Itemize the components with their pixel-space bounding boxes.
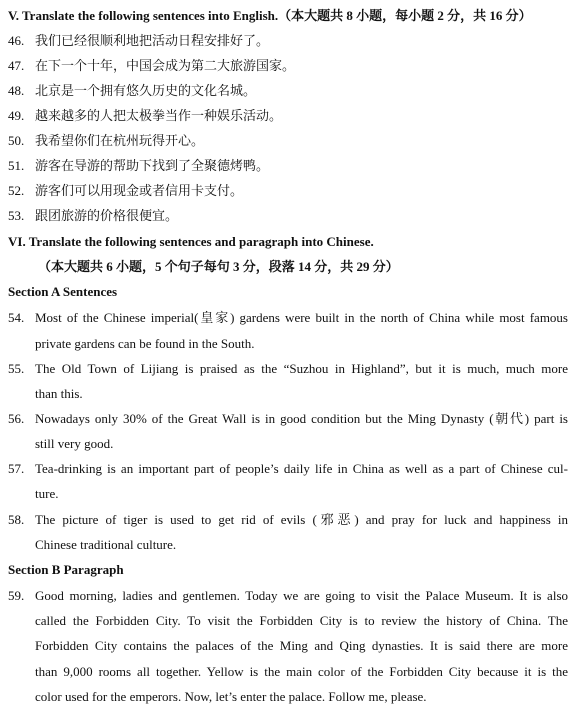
section-a-title: Section A Sentences bbox=[8, 284, 118, 299]
section-b-title: Section B Paragraph bbox=[8, 562, 124, 577]
item-text: 游客们可以用现金或者信用卡支付。 bbox=[35, 183, 244, 198]
section-v-heading: V. Translate the following sentences into English.（本大题共 8 小题，每小题 2 分，共 16 分） bbox=[8, 8, 532, 23]
item-continuation: private gardens can be found in the South. bbox=[35, 336, 255, 351]
item-continuation: still very good. bbox=[35, 436, 114, 451]
list-item bbox=[8, 158, 580, 174]
list-item bbox=[8, 83, 580, 99]
item-text: 我们已经很顺利地把活动日程安排好了。 bbox=[35, 33, 270, 48]
item-text: 北京是一个拥有悠久历史的文化名城。 bbox=[35, 83, 257, 98]
item-continuation: Chinese traditional culture. bbox=[35, 537, 177, 552]
item-number: 47. bbox=[8, 58, 25, 73]
paragraph-text: Good morning, ladies and gentlemen. Today we are going to visit the Palace Museum. It is also bbox=[35, 588, 568, 603]
list-item bbox=[8, 208, 580, 224]
item-continuation: than this. bbox=[35, 386, 83, 401]
list-item bbox=[8, 361, 568, 377]
item-number: 56. bbox=[8, 411, 25, 426]
item-number: 50. bbox=[8, 133, 25, 148]
item-text: 游客在导游的帮助下找到了全聚德烤鸭。 bbox=[35, 158, 270, 173]
item-number: 49. bbox=[8, 108, 25, 123]
item-number: 57. bbox=[8, 461, 25, 476]
item-text: Nowadays only 30% of the Great Wall is in good condition but the Ming Dynasty (朝代) part is bbox=[35, 411, 568, 426]
item-number: 53. bbox=[8, 208, 25, 223]
item-text: The picture of tiger is used to get rid of evils (邪恶) and pray for luck and happiness in bbox=[35, 512, 568, 527]
paragraph-line: Forbidden City contains the palaces of the Ming and Qing dynasties. It is said there are more bbox=[35, 638, 568, 653]
section-vi-subheading: （本大题共 6 小题，5 个句子每句 3 分，段落 14 分，共 29 分） bbox=[38, 259, 399, 274]
item-number: 58. bbox=[8, 512, 25, 527]
item-number: 59. bbox=[8, 588, 25, 603]
paragraph-line: called the Forbidden City. To visit the Forbidden City is to review the history of China. The bbox=[35, 613, 568, 628]
item-text: Tea-drinking is an important part of people’s daily life in China as well as a part of Chinese cul- bbox=[35, 461, 568, 476]
item-number: 51. bbox=[8, 158, 25, 173]
paragraph-line bbox=[8, 588, 568, 604]
list-item bbox=[8, 108, 580, 124]
paragraph-line: than 9,000 rooms all together. Yellow is the main color of the Forbidden City because it is the bbox=[35, 664, 568, 679]
item-number: 52. bbox=[8, 183, 25, 198]
list-item bbox=[8, 512, 568, 528]
list-item bbox=[8, 310, 568, 326]
list-item bbox=[8, 411, 568, 427]
list-item bbox=[8, 461, 568, 477]
item-text: 在下一个十年，中国会成为第二大旅游国家。 bbox=[35, 58, 296, 73]
item-number: 54. bbox=[8, 310, 25, 325]
list-item bbox=[8, 58, 580, 74]
item-text: The Old Town of Lijiang is praised as the “Suzhou in Highland”, but it is much, much more bbox=[35, 361, 568, 376]
item-number: 48. bbox=[8, 83, 25, 98]
item-number: 46. bbox=[8, 33, 25, 48]
item-number: 55. bbox=[8, 361, 25, 376]
item-text: 跟团旅游的价格很便宜。 bbox=[35, 208, 179, 223]
item-text: 我希望你们在杭州玩得开心。 bbox=[35, 133, 205, 148]
paragraph-line: color used for the emperors. Now, let’s enter the palace. Follow me, please. bbox=[35, 689, 427, 704]
item-text: 越来越多的人把太极拳当作一种娱乐活动。 bbox=[35, 108, 283, 123]
section-vi-heading: VI. Translate the following sentences and paragraph into Chinese. bbox=[8, 234, 374, 249]
item-continuation: ture. bbox=[35, 486, 59, 501]
list-item bbox=[8, 183, 580, 199]
list-item bbox=[8, 133, 580, 149]
list-item bbox=[8, 33, 580, 49]
item-text: Most of the Chinese imperial(皇家) gardens were built in the north of China while most famous bbox=[35, 310, 568, 325]
